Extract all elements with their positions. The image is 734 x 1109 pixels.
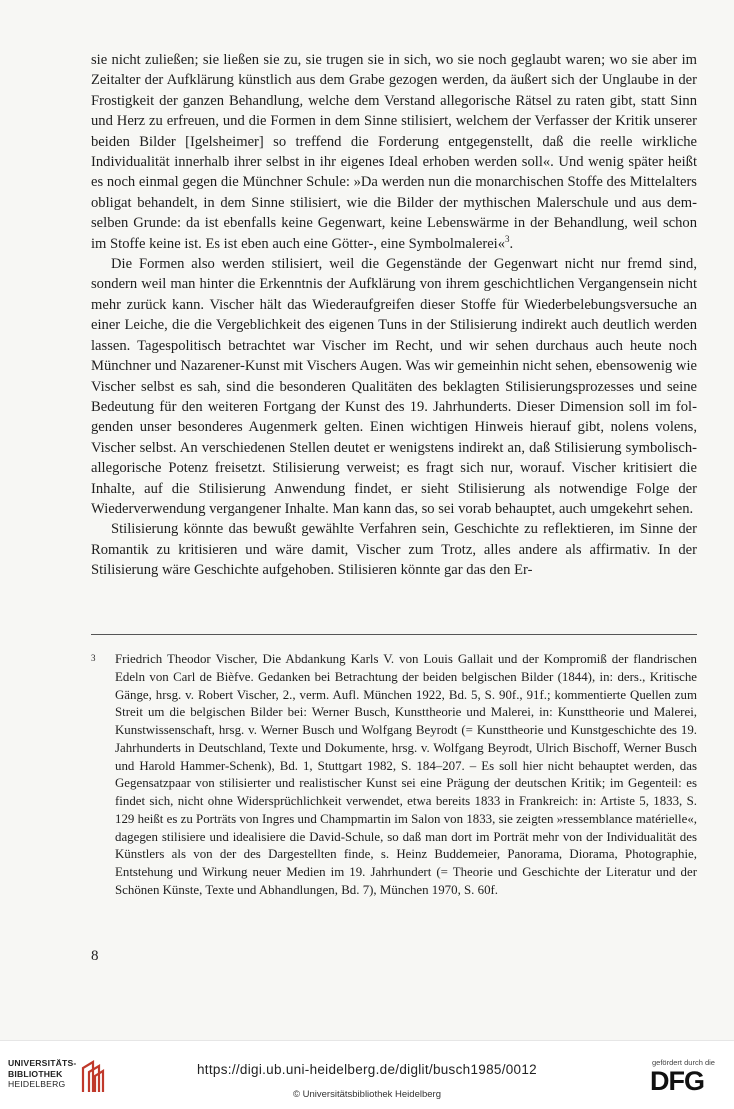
library-name-line-3: HEIDELBERG bbox=[8, 1079, 66, 1089]
library-name-line-2: BIBLIOTHEK bbox=[8, 1068, 63, 1079]
dfg-wordmark: DFG bbox=[650, 1066, 704, 1096]
footnote-text: Friedrich Theodor Vischer, Die Abdankung Karls V. von Louis Gallait und der Kompromiß der flandrischen Edeln von Carl de Bièfve. Gedanken bei Betrachtung der beiden belgischen Bilder (1844), in: ders., Kritische Gänge, hrsg. v. Robert Vischer, 2., verm. Aufl. München 1922, Bd. 5, S. 90f., 91f.; kommentierte Quellen zum Streit um die belgischen Bilder bei: Werner Busch, Kunsttheorie und Malerei, in: Kunsttheorie und Malerei, Kunstwissenschaft, hrsg. v. Werner Busch und Wolfgang Beyrodt (= Kunsttheorie und Kunstgeschichte des 19. Jahrhunderts in Deutschland, Texte und Dokumente, hrsg. v. Wolfgang Beyrodt, Ulrich Bischoff, Werner Busch und Harold Hammer-Schenk), Bd. 1, Stuttgart 1982, S. 184–207. – Es soll hier nicht behauptet werden, das Gegensatzpaar von stilisierter und realistischer Kunst sei eine Prägung der deutschen Kritik; im Gegenteil: es findet sich, nicht ohne Widersprüchlichkeit verwendet, etwa bereits 1833 in Frankreich: in: Artiste 5, 1833, S. 129 heißt es zu Porträts von Ingres und Champmartin im Salon von 1833, sie zeigten »ressemblance matérielle«, dagegen stilisiere und idealisiere die David-Schule, so daß man dort im Porträt mehr von der Individualität des Künstlers als von der des Dargestellten finde, s. Heinz Buddemeier, Panorama, Diorama, Photographie, Entstehung und Wirkung neuer Medien im 19. Jahrhundert (= Theorie und Geschichte der Literatur und der Schönen Künste, Texte und Abhandlungen, Bd. 7), München 1970, S. 60f. bbox=[115, 652, 697, 897]
copyright-notice: © Universitätsbibliothek Heidelberg bbox=[293, 1089, 441, 1100]
footnote-mark: 3 bbox=[91, 653, 96, 663]
paragraph-1 bbox=[91, 50, 697, 254]
footnotes bbox=[91, 651, 697, 900]
footnote-3 bbox=[91, 651, 697, 900]
paragraph-1-text: sie nicht zuließen; sie ließen sie zu, sie trugen sie in sich, wo sie noch geglaubt waren; wo sie aber im Zeitalter der Aufklärung künstlich aus dem Grabe gezogen werden, da äußert sich der Unglaube in der Frostigkeit der ganzen Behandlung, welche dem Verstand allegorische Rätsel zu raten gibt, statt Sinn und Herz zu erfreuen, und die Formen in dem Sinne stilisiert, welchem der Verfasser der Kritik unserer beiden Bilder [Igelsheimer] so treffend die Forderung entgegenstellt, daß die reelle wirkliche Individualität innerhalb ihrer selbst in ihr eigenes Ideal erhoben werden soll«. Und wenig später heißt es noch einmal gegen die Münchner Schule: »Da werden nun die monarchischen Stoffe des Mittelalters obligat behandelt, in dem Sinne stilisiert, wie die Bilder der mythischen Malerschule und aus demselben Grunde: da ist ebenfalls keine Gegenwart, keine Lebenswärme in der Behandlung, weil schon im Stoffe keine ist. Es ist eben auch eine Götter-, eine Symbolmalerei« bbox=[91, 52, 697, 252]
permalink-url[interactable]: https://digi.ub.uni-heidelberg.de/diglit/busch1985/0012 bbox=[197, 1062, 537, 1077]
funded-by-label: gefördert durch die bbox=[652, 1058, 715, 1067]
page-number: 8 bbox=[91, 948, 99, 964]
main-text bbox=[91, 50, 697, 581]
paragraph-3: Stilisierung könnte das bewußt gewählte Verfahren sein, Geschichte zu reflektieren, im Sinne der Romantik zu kritisieren und wäre damit, Vischer zum Trotz, alles andere als affirmativ. In der Stilisierung wäre Geschichte aufgehoben. Stilisieren könnte gar das den Er- bbox=[91, 521, 697, 579]
library-name-line-1: UNIVERSITÄTS- bbox=[8, 1058, 77, 1068]
footnote-reference[interactable]: 3 bbox=[505, 233, 510, 244]
footnote-divider bbox=[91, 634, 697, 635]
paragraph-1-end: . bbox=[509, 235, 514, 252]
dfg-logo[interactable] bbox=[648, 1058, 728, 1102]
paragraph-2: Die Formen also werden stilisiert, weil die Gegenstände der Gegenwart nicht nur fremd sind, sondern weil man hinter die Erkenntnis der Aufklärung von ihrem geschichtlichen Vergangensein nicht mehr zurück kann. Vischer hält das Wiederaufgreifen dieser Stoffe für Wiederbelebungsversuche an einer Leiche, die die Vergeblichkeit des eigenen Tuns in der Stilisierung indirekt auch deutlich werden lassen. Tagespolitisch betrachtet war Vischer im Recht, und wir sehen durchaus auch heute noch Münchner und Nazarener-Kunst mit Vischers Augen. Was wir gemeinhin nicht sehen, ebensowenig wie Vischer selbst es sah, sind die besonderen Qualitäten des beklagten Stilisierungsprozesses und seine Bedeutung für den weiteren Fortgang der Kunst des 19. Jahrhunderts. Dieser Dimension soll im folgenden unser besonderes Augenmerk gelten. Einen wichtigen Hinweis hierauf gibt, nolens volens, Vischer selbst. An verschiedenen Stellen deutet er wenigstens indirekt an, daß Stilisierung symbolisch-allegorische Potenz freisetzt. Stilisierung verweist; es fragt sich nur, worauf. Vischer kritisiert die Inhalte, auf die Stilisierung Anwendung findet, er sieht Stilisierung als notwendige Folge der Wiederverwendung vergangener Inhalte. Man kann das, so sei vorab behauptet, auch umgekehrt sehen. bbox=[91, 256, 697, 517]
